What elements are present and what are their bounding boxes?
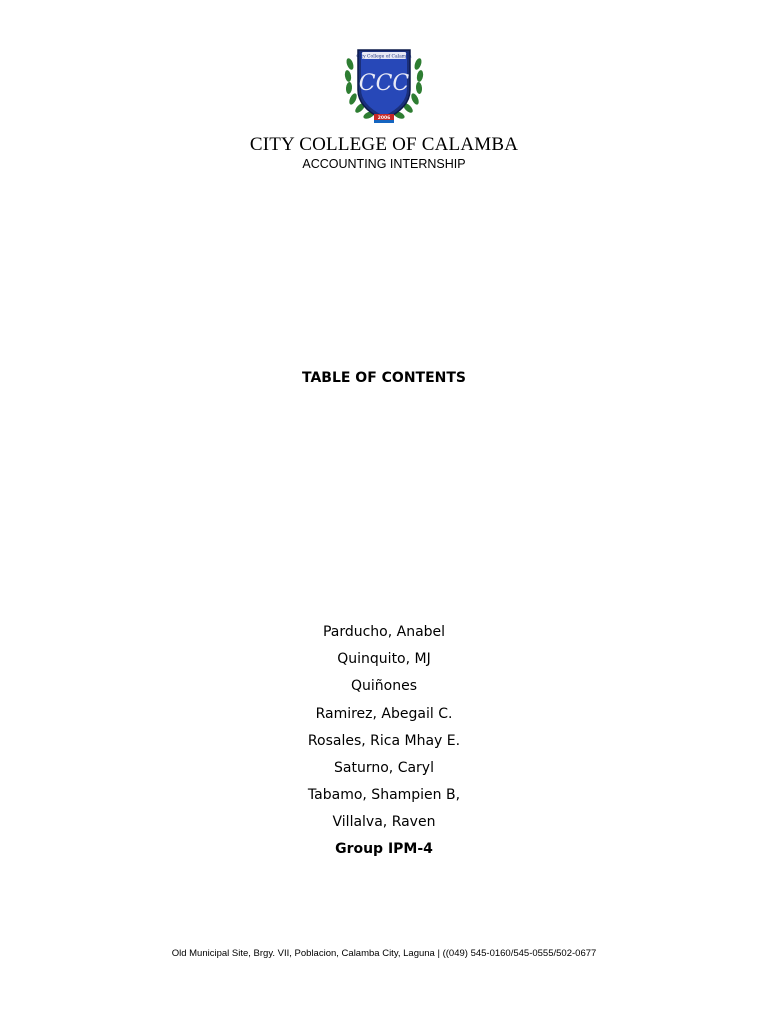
member-name: Quinquito, MJ bbox=[337, 651, 431, 668]
member-name: Tabamo, Shampien B, bbox=[307, 787, 461, 804]
college-name: CITY COLLEGE OF CALAMBA bbox=[249, 134, 519, 155]
seal-year: 2006 bbox=[377, 116, 391, 122]
member-list bbox=[0, 621, 768, 839]
member-name: Parducho, Anabel bbox=[322, 624, 446, 640]
seal-ring-text: City College of Calamba bbox=[356, 54, 412, 60]
member-name: Ramirez, Abegail C. bbox=[315, 705, 453, 722]
college-seal-icon bbox=[340, 44, 428, 128]
toc-title: TABLE OF CONTENTS bbox=[301, 370, 467, 386]
member-name: Saturno, Caryl bbox=[334, 759, 434, 776]
footer-address: Old Municipal Site, Brgy. VII, Poblacion, Calamba City, Laguna | ((049) 545-0160/545-0555/502-0677 bbox=[171, 948, 597, 959]
department-name: ACCOUNTING INTERNSHIP bbox=[302, 157, 466, 171]
group-label: Group IPM-4 bbox=[335, 841, 433, 857]
member-name: Rosales, Rica Mhay E. bbox=[307, 732, 461, 749]
member-name: Villalva, Raven bbox=[332, 814, 436, 831]
member-name: Quiñones bbox=[350, 678, 417, 695]
seal-monogram: CCC bbox=[358, 71, 410, 96]
